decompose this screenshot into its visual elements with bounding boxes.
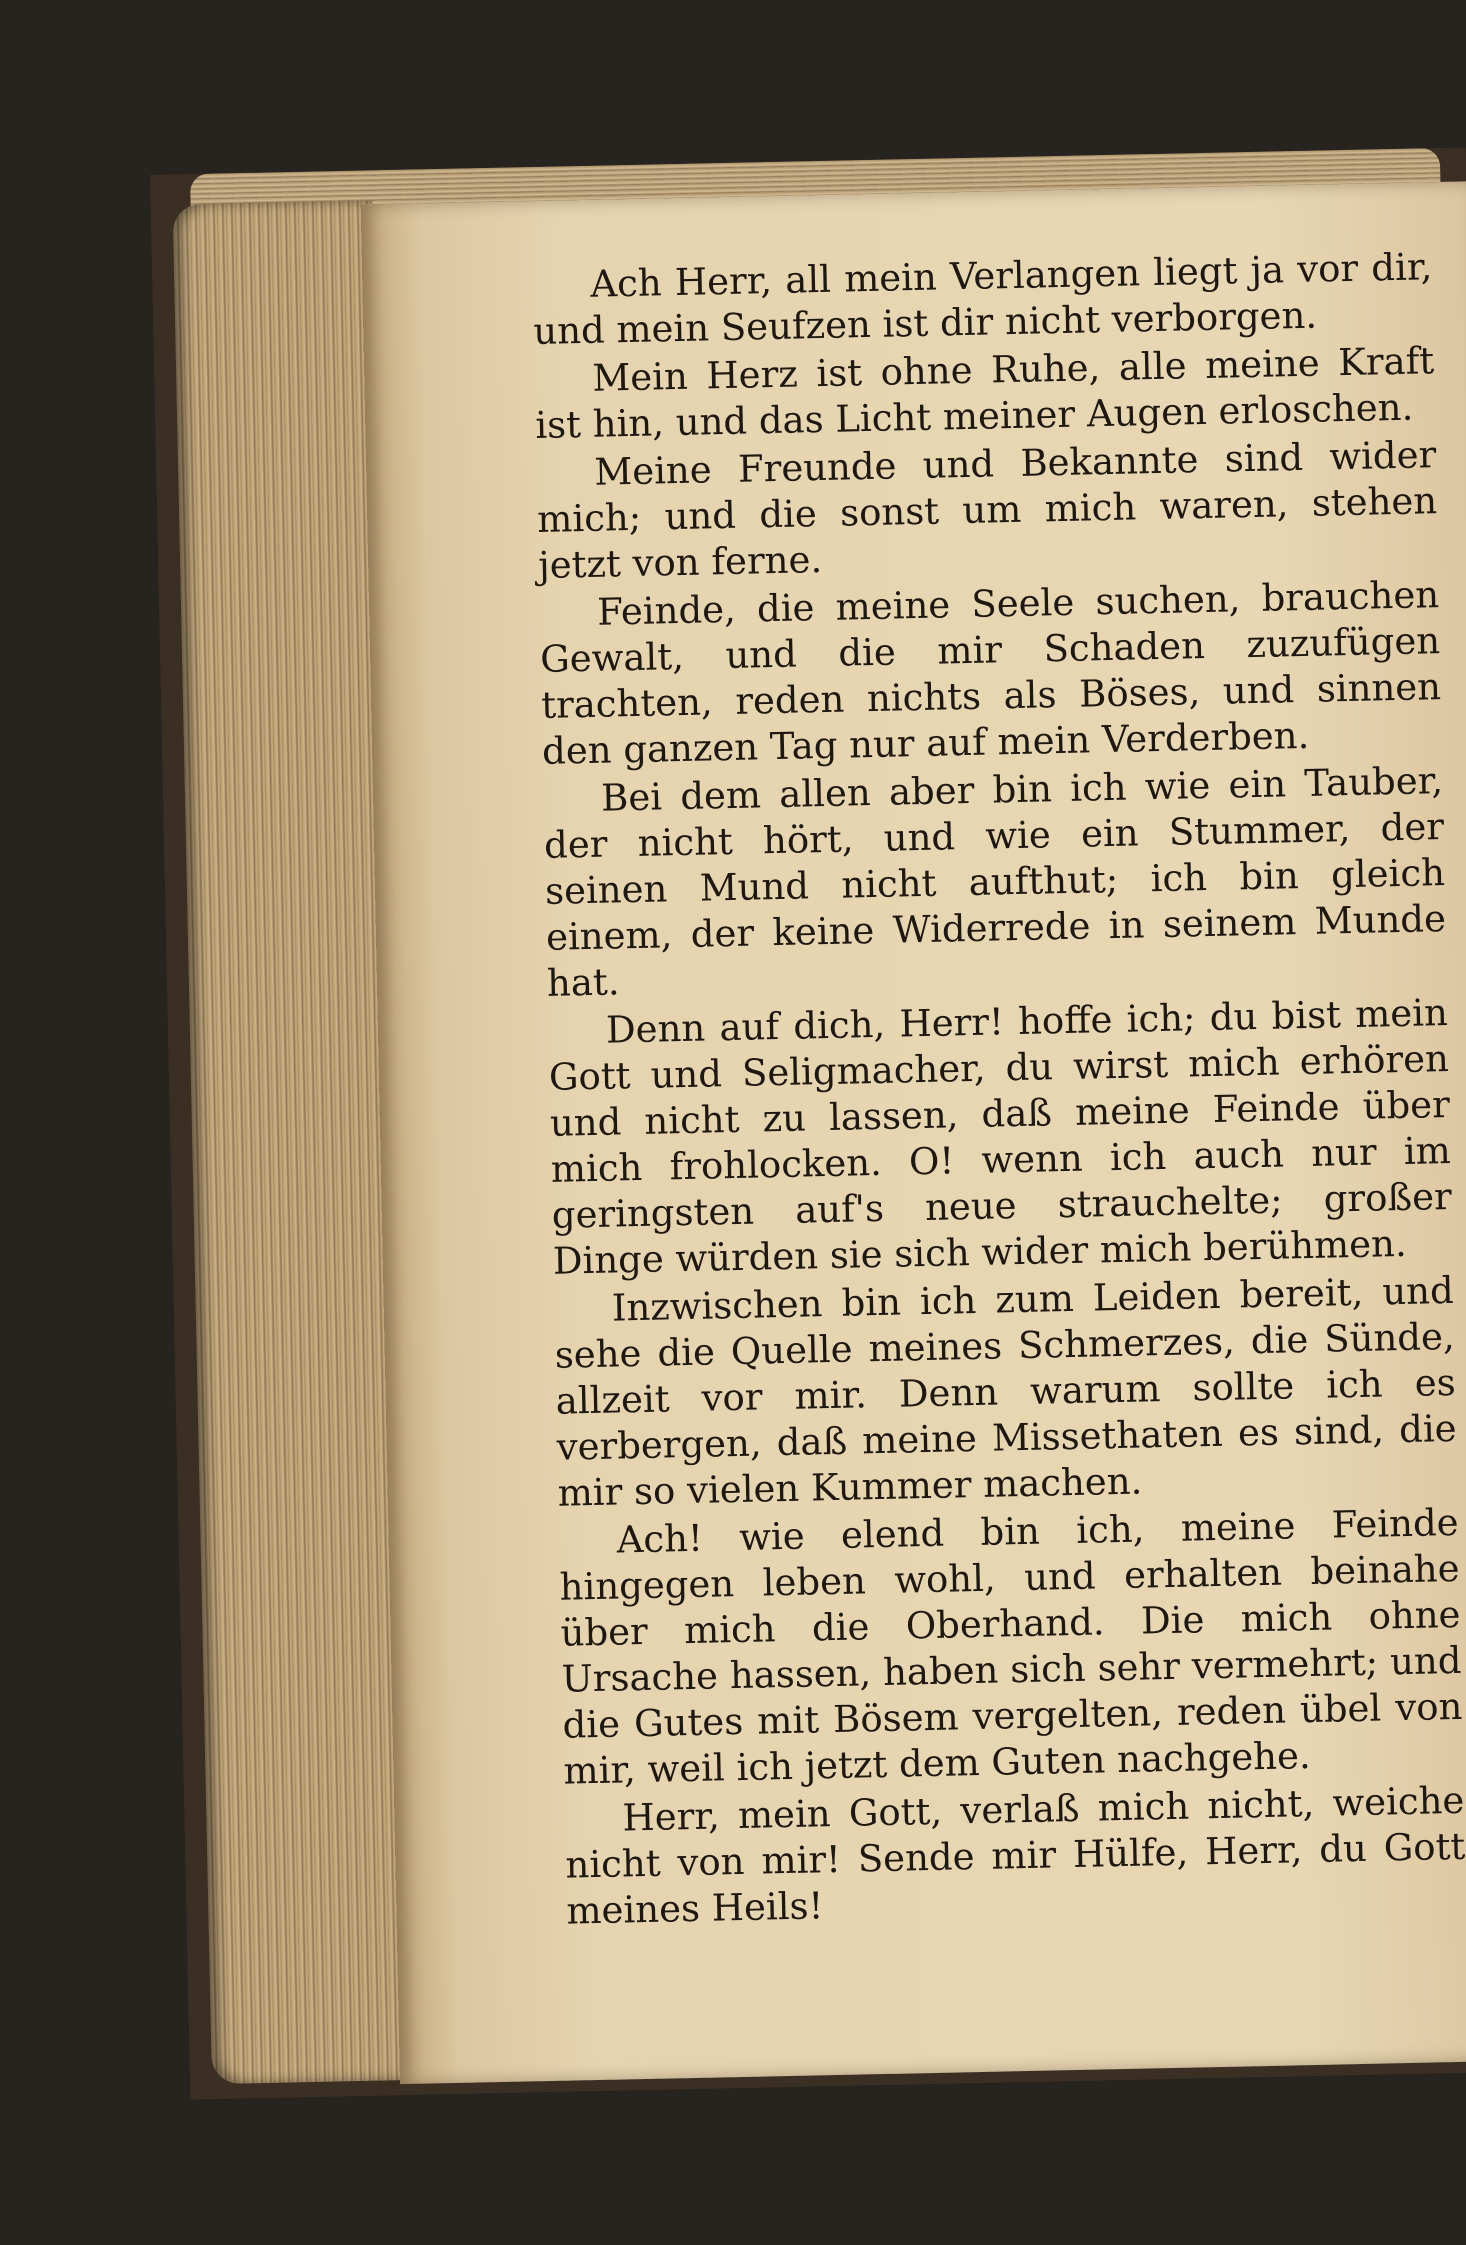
paragraph: Ach Herr, all mein Verlangen liegt ja vor dir, und mein Seufzen ist dir nicht verborgen. [532, 245, 1433, 354]
paragraph: Ach! wie elend bin ich, meine Feinde hingegen leben wohl, und erhalten beinahe über mich die Oberhand. Die mich ohne Ursache hassen, haben sich sehr vermehrt; und die Gutes mit Bösem vergelten, reden übel von mir, weil ich jetzt dem Guten nachgehe. [559, 1500, 1463, 1793]
paragraph: Meine Freunde und Bekannte sind wider mich; und die sonst um mich waren, stehen jetzt von ferne. [536, 433, 1438, 587]
paragraph: Feinde, die meine Seele suchen, brauchen Gewalt, und die mir Schaden zuzufügen trachten, reden nichts als Böses, und sinnen den ganzen Tag nur auf mein Verderben. [539, 573, 1442, 773]
paragraph: Mein Herz ist ohne Ruhe, alle meine Kraft ist hin, und das Licht meiner Augen erloschen. [534, 339, 1435, 447]
paragraph: Denn auf dich, Herr! hoffe ich; du bist mein Gott und Seligmacher, du wirst mich erhören und nicht zu lassen, daß meine Feinde über mich frohlocken. O! wenn ich auch nur im geringsten auf's neue strauchelte; großer Dinge würden sie sich wider mich berühmen. [548, 991, 1453, 1283]
book [150, 147, 1466, 2099]
book-page [361, 181, 1466, 2084]
paragraph: Herr, mein Gott, verlaß mich nicht, weiche nicht von mir! Sende mir Hülfe, Herr, du Gott meines Heils! [565, 1778, 1466, 1933]
page-text [532, 244, 1466, 1936]
paragraph: Inzwischen bin ich zum Leiden bereit, und sehe die Quelle meines Schmerzes, die Sünde, allzeit vor mir. Denn warum sollte ich es verbergen, daß meine Missethaten es sind, die mir so vielen Kummer machen. [554, 1268, 1457, 1515]
paragraph: Bei dem allen aber bin ich wie ein Tauber, der nicht hört, und wie ein Stummer, der seinen Mund nicht aufthut; ich bin gleich einem, der keine Widerrede in seinem Munde hat. [543, 759, 1447, 1005]
